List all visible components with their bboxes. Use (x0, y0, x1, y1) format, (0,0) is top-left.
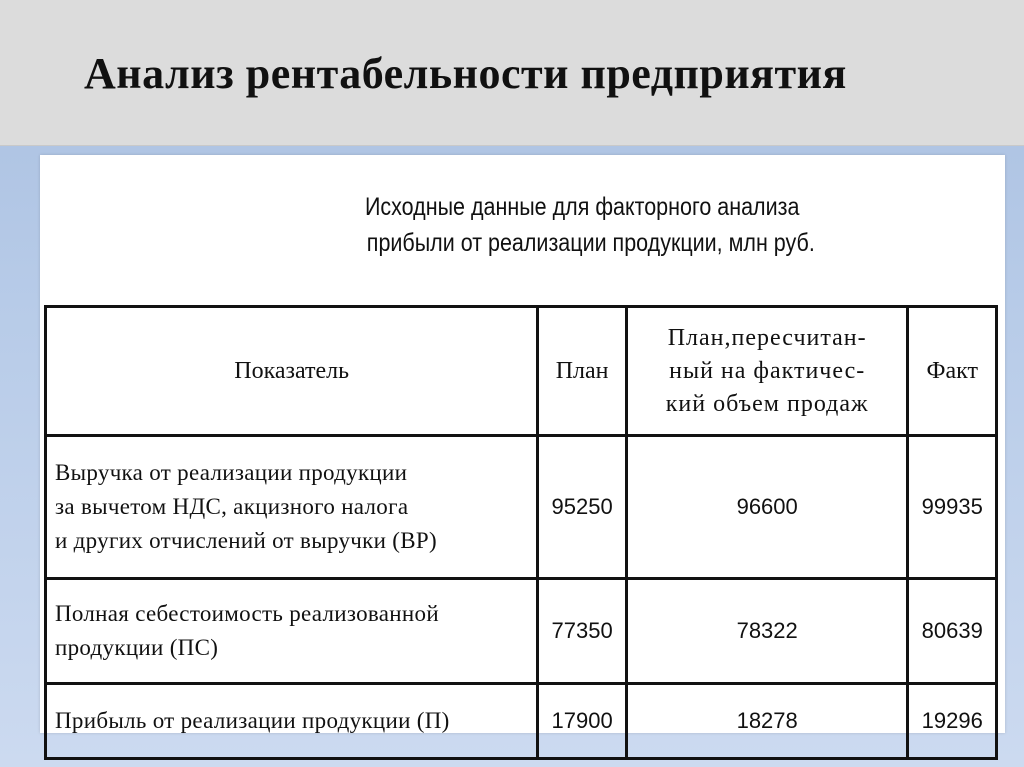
row-label-revenue (46, 436, 538, 579)
header-recalc-line-3: кий объем продаж (665, 390, 869, 417)
row-label-profit (46, 684, 538, 759)
header-recalc-line-1: План,пересчитан- (667, 324, 867, 351)
cell-fact: 99935 (908, 436, 997, 579)
cell-fact: 19296 (908, 684, 997, 759)
cell-recalc: 96600 (626, 436, 908, 579)
caption-line-1: Исходные данные для факторного анализа (364, 193, 800, 221)
profit-data-table (44, 305, 998, 760)
row-label-line: Полная себестоимость реализованной (55, 601, 439, 626)
row-label-line: продукции (ПС) (55, 635, 219, 660)
table-caption (116, 189, 946, 261)
row-label-line: Выручка от реализации продукции (55, 460, 408, 485)
cell-plan: 77350 (538, 579, 627, 684)
table-row (46, 684, 997, 759)
cell-recalc: 18278 (626, 684, 908, 759)
header-recalculated-plan (626, 307, 908, 436)
document-scan (40, 155, 1005, 733)
table-header-row (46, 307, 997, 436)
header-recalc-line-2: ный на фактичес- (669, 357, 866, 384)
caption-line-2: прибыли от реализации продукции, млн руб. (366, 229, 815, 257)
row-label-line: за вычетом НДС, акцизного налога (55, 494, 409, 519)
cell-plan: 95250 (538, 436, 627, 579)
cell-fact: 80639 (908, 579, 997, 684)
table-row (46, 436, 997, 579)
header-indicator: Показатель (46, 307, 538, 436)
header-plan: План (538, 307, 627, 436)
row-label-line: Прибыль от реализации продукции (П) (55, 708, 450, 733)
table-row (46, 579, 997, 684)
cell-plan: 17900 (538, 684, 627, 759)
header-fact: Факт (908, 307, 997, 436)
row-label-line: и других отчислений от выручки (ВР) (55, 528, 437, 553)
row-label-cost (46, 579, 538, 684)
slide-header (0, 0, 1024, 146)
cell-recalc: 78322 (626, 579, 908, 684)
slide-title: Анализ рентабельности предприятия (84, 49, 847, 98)
